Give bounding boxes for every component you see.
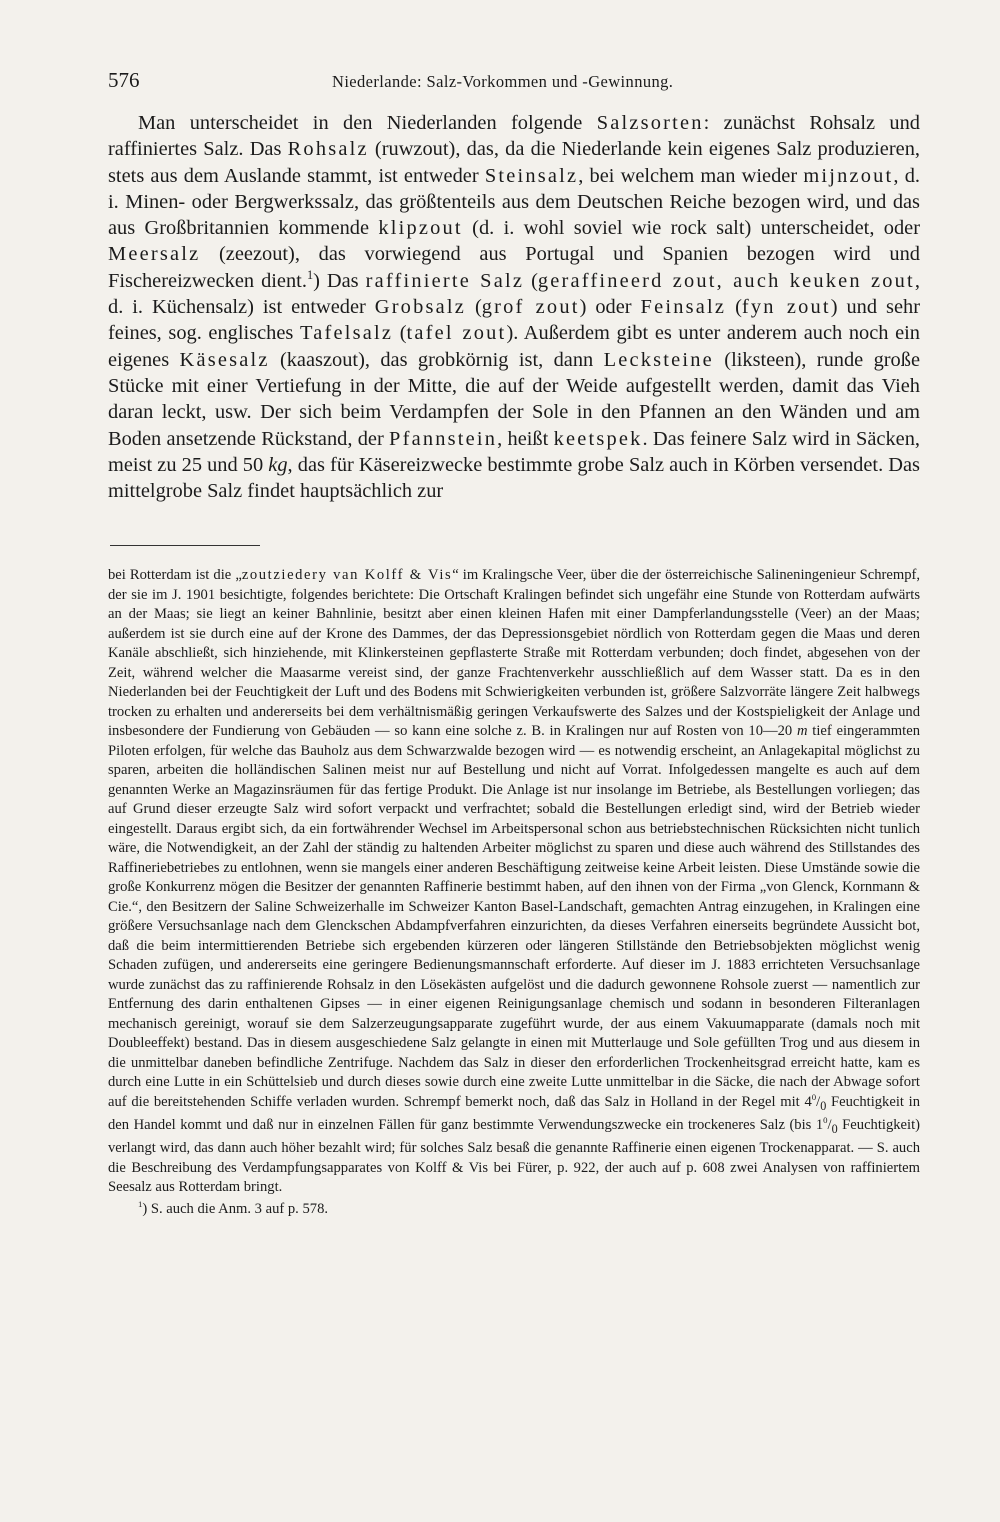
footnote-marker: 1 (306, 267, 314, 282)
spaced-term: fyn zout (741, 296, 831, 319)
footnote-continuation (108, 566, 920, 1198)
footnote-rule (110, 545, 260, 546)
main-text (108, 110, 920, 504)
text-run: , d. i. Küchensalz) ist entweder (108, 269, 921, 319)
page-header (108, 68, 920, 98)
spaced-term: mijnzout (803, 164, 894, 187)
body-paragraph (108, 110, 920, 504)
footnote-1 (108, 1200, 920, 1220)
spaced-term: raffinierte Salz (365, 269, 525, 292)
text-run: (liksteen), runde große Stücke mit einer Vertiefung in der Mitte, die auf der Weide aufgestellt werden, damit das Vieh daran leckt, usw. Der sich beim Verdampfen der Sole in den Pfannen an den Wänden und am Boden ansetzende Rückstand, der (108, 348, 920, 450)
text-run: ) oder (579, 296, 641, 319)
text-run: (ruwzout), das, da die Niederlande kein eigenes Salz produzieren, stets aus dem Auslande stammt, ist entweder (108, 138, 920, 187)
text-run: Man unterscheidet in den Niederlanden folgende (138, 112, 597, 134)
percent-sub: 0 (831, 1121, 838, 1136)
spaced-term: Lecksteine (603, 348, 714, 371)
text-run: tief eingerammten Piloten erfolgen, für welche das Bauholz aus dem Schwarzwalde bezogen wird — es notwendig erscheint, an Anlagekapital möglichst zu sparen, arbeiten die holländischen Salinen meist nur auf Bestellung und nicht auf Vorrat. Infolgedessen mangelte es auch auf dem genannten Werke an Magazinsräumen für das fertige Produkt. Die Anlage ist nur insolange im Betriebe, als Bestellungen vorliegen; das auf Grund dieser erzeugte Salz wird sofort verpackt und verfrachtet; sobald die Bestellungen erledigt sind, wird der Betrieb wieder eingestellt. Daraus ergibt sich, da ein fortwährender Wechsel im Arbeitspersonal schon aus betriebstechnischen Rücksichten nicht tunlich wäre, die Notwendigkeit, an der Zahl der ständig zu haltenden Arbeiter möglichst zu sparen und diese auch während des Stillstandes des Raffineriebetriebes zu entlohnen, wenn sie mangels einer anderen Beschäftigung zeitweise keine Arbeit leisten. Diese Umstände sowie die große Konkurrenz mögen die Besitzer der genannten Raffinerie bestimmt haben, auf den ihnen von der Firma „von Glenck, Kornmann & Cie.“, den Besitzern der Saline Schweizerhalle im Schweizer Kanton Basel-Landschaft, gemachten Antrag einzugehen, in Kralingen eine größere Versuchsanlage nach dem Glenckschen Abdampfverfahren einzurichten, da dieses Verfahren einerseits begründete Aussicht bot, daß die beim intermittierenden Betriebe sich ergebenden kürzeren oder längeren Stillstände den Betriebsobjekten möglichst wenig Schaden zufügen, und andererseits eine geringere Bedienungsmannschaft erforderte. Auf dieser im J. 1883 errichteten Versuchsanlage wurde zunächst das zu raffinierende Rohsalz in den Lösekästen aufgelöst und die dadurch gewonnene Rohsole zuerst — namentlich zur Entfernung des darin enthaltenen Gipses — in einer eigenen Reinigungsanlage chemisch und sodann in besonderen Filteranlagen mechanisch gereinigt, worauf sie dem Salzerzeugungsapparate zugeführt wurde, der aus einem Vakuumapparate (damals noch mit Doubleeffekt) bestand. Das in diesem ausgeschiedene Salz gelangte in einen mit Mutterlauge und Sole gefüllten Trog und aus diesem in die unmittelbar daneben befindliche Zentrifuge. Nachdem das Salz in dieser den erforderlichen Trockenheitsgrad erreicht hatte, kam es durch eine Lutte in ein Schüttelsieb und durch dieses sowie durch eine zweite Lutte unmittelbar in die Säcke, die nach der Abwage sofort auf die bereitstehenden Schiffe verladen wurden. Schrempf bemerkt noch, daß das Salz in Holland in der Regel mit 4 (108, 723, 920, 1110)
text-run: ( (524, 269, 538, 292)
spaced-term: Feinsalz (640, 296, 727, 319)
spaced-term: tafel zout (406, 322, 507, 345)
unit-italic: m (796, 723, 808, 739)
text-run: ). Außerdem gibt es unter anderem auch noch ein eigenes (108, 322, 920, 371)
spaced-term: Grobsalz (374, 296, 466, 319)
spaced-term: Käsesalz (179, 348, 270, 371)
text-run: (zeezout), das vorwiegend aus Portugal und Spanien bezogen wird und Fischereizwecken dient. (108, 243, 920, 292)
text-run: ) und sehr feines, sog. englisches (108, 296, 921, 345)
text-run: (d. i. wohl soviel wie rock salt) unterscheidet, oder (462, 217, 920, 240)
percent-sup: 0 (823, 1115, 828, 1126)
text-run: bei Rotterdam ist die „ (108, 567, 242, 583)
text-run: ( (465, 296, 482, 319)
text-run: , das für Käsereizwecke bestimmte grobe Salz auch in Körben versendet. Das mittelgrobe Salz findet hauptsächlich zur (108, 453, 920, 503)
text-run: ( (726, 296, 742, 319)
text-run: / (816, 1093, 821, 1110)
spaced-term: zoutziedery van Kolff & Vis (241, 567, 453, 583)
unit-italic: kg (268, 453, 288, 476)
footnote-text: ) S. auch die Anm. 3 auf p. 578. (142, 1200, 329, 1217)
spaced-term: Rohsalz (287, 138, 369, 161)
text-run: , heißt (497, 427, 554, 450)
footnote-number: 1 (138, 1198, 143, 1209)
text-run: . Das feinere Salz wird in Säcken, meist zu 25 und 50 (108, 427, 920, 476)
spaced-term: Meersalz (108, 243, 201, 266)
text-run: Feuchtigkeit) verlangt wird, das dann auch höher bezahlt wird; für solches Salz besaß die genannte Raffinerie einen eigenen Trockenapparat. — S. auch die Beschreibung des Verdampfungsapparates von Kolff & Vis bei Fürer, p. 922, der auch auf p. 608 zwei Analysen von raffiniertem Seesalz aus Rotterdam bringt. (108, 1116, 921, 1196)
spaced-term: Tafelsalz (299, 322, 394, 345)
text-run: / (827, 1116, 832, 1133)
spaced-term: geraffineerd zout, auch keuken zout (537, 269, 915, 292)
spaced-term: Pfannstein (389, 427, 498, 450)
text-run: “ im Kralingsche Veer, über die der österreichische Salineningenieur Schrempf, der sie im J. 1901 besichtigte, folgendes berichtete: Die Ortschaft Kralingen befindet sich ungefähr eine Stunde von Rotterdam aufwärts an der Maas; sie liegt an keiner Bahnlinie, besitzt aber einen kleinen Hafen mit einer Dampferlandungsstelle (Veer) an der Maas; außerdem ist sie durch eine auf der Krone des Dammes, der das Depressionsgebiet nördlich von Rotterdam gegen die Maas und deren Kanäle abschließt, sich hinziehende, mit Klinkersteinen gepflasterte Straße mit Rotterdam verbunden; doch findet, abgesehen von der Zeit, während welcher die Maasarme vereist sind, der ganze Frachtenverkehr ausschließlich auf dem Wasser statt. Da es in den Niederlanden bei der Feuchtigkeit der Luft und des Bodens mit Schwierigkeiten verbunden ist, größere Salzvorräte längere Zeit halbwegs trocken zu erhalten und andererseits bei dem verhältnismäßig geringen Verkaufswerte des Salzes und der Kostspieligkeit der Anlage und insbesondere der Fundierung von Gebäuden — so kann eine solche z. B. in Kralingen nur auf Rosten von 10—20 (108, 567, 921, 739)
text-run: : zunächst Rohsalz und raffiniertes Salz. Das (108, 112, 920, 161)
spaced-term: grof zout (481, 296, 580, 319)
spaced-term: keetspek (553, 427, 643, 450)
text-run: , d. i. Minen- oder Bergwerkssalz, das größtenteils aus dem Deutschen Reiche bezogen wird, und das aus Großbritannien kommende (108, 164, 920, 240)
text-run: , bei welchem man wieder (578, 164, 804, 187)
text-run: Feuchtigkeit in den Handel kommt und daß nur in einzelnen Fällen für ganz bestimmte Verwendungszwecke ein trockeneres Salz (bis 1 (108, 1093, 920, 1133)
text-run: (kaaszout), das grobkörnig ist, dann (269, 348, 604, 371)
footnotes (108, 566, 920, 1219)
spaced-term: Steinsalz (484, 164, 579, 187)
percent-sup: 0 (811, 1091, 817, 1102)
percent-sub: 0 (820, 1098, 827, 1113)
spaced-term: klipzout (378, 217, 463, 240)
text-run: ( (393, 322, 407, 345)
running-title: Niederlande: Salz-Vorkommen und -Gewinnung. (332, 72, 674, 91)
text-run: ) Das (313, 269, 366, 292)
spaced-term: Salzsorten (596, 112, 704, 134)
page-number: 576 (108, 68, 140, 92)
